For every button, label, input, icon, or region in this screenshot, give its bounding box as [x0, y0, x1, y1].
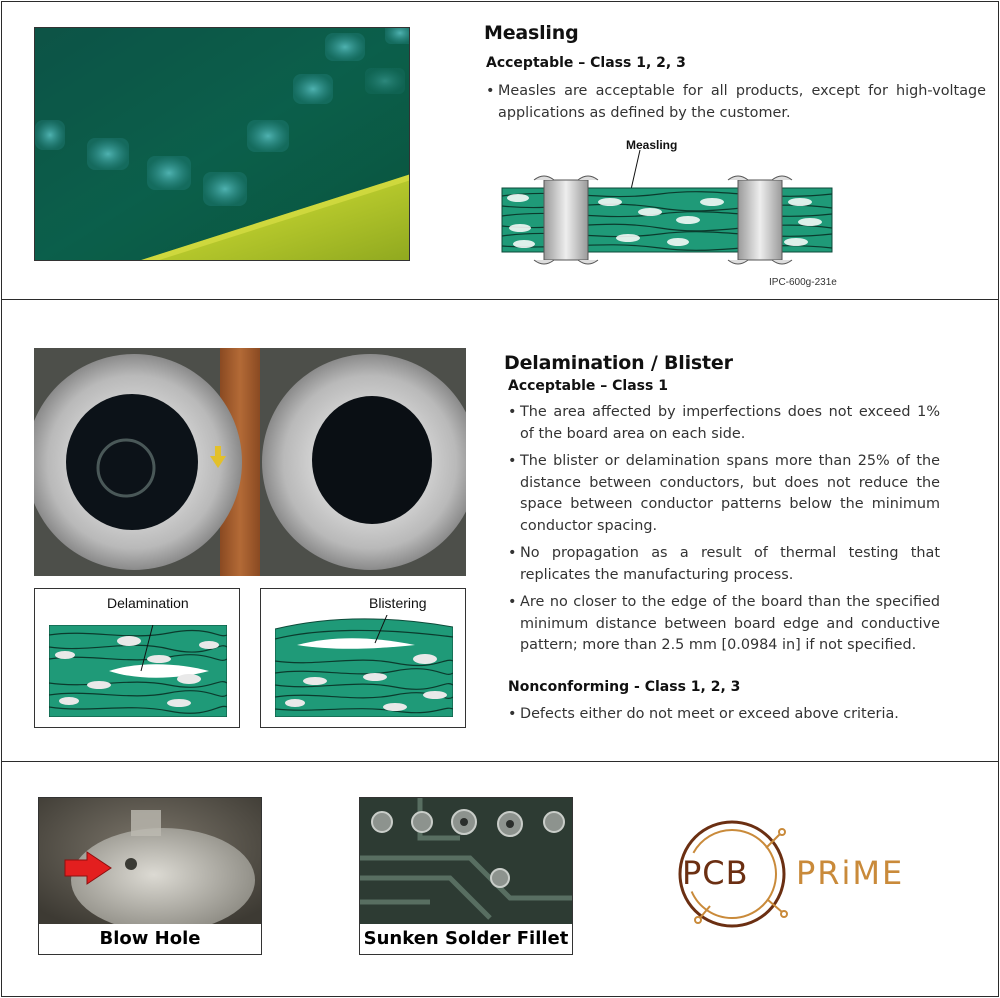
measling-diagram: [500, 150, 836, 274]
sunken-fillet-photo: [360, 798, 572, 924]
delamination-title: Delamination / Blister: [504, 352, 733, 374]
measling-title: Measling: [484, 22, 579, 44]
delamination-bullet: • The blister or delamination spans more than 25% of the distance between conductors, but does not reduce the space between conductor patterns below the minimum conductor spacing.: [508, 451, 940, 537]
pcb-prime-logo: [670, 814, 940, 934]
blistering-diagram-label: Blistering: [369, 595, 427, 611]
delamination-subtitle: Acceptable – Class 1: [508, 378, 668, 394]
delamination-bullet: • The area affected by imperfections does not exceed 1% of the board area on each side.: [508, 402, 940, 445]
delamination-diagram-box: [34, 588, 240, 728]
nonconforming-title: Nonconforming - Class 1, 2, 3: [508, 679, 741, 695]
blow-hole-caption: Blow Hole: [99, 928, 201, 949]
blow-hole-photo: [39, 798, 261, 924]
delamination-bullet: • Are no closer to the edge of the board than the specified minimum distance between board edge and conductive pattern; more than 2.5 mm [0.0984 in] if not specified.: [508, 592, 940, 657]
defects-panel: [1, 761, 999, 997]
delamination-panel: [1, 299, 999, 762]
blistering-diagram-box: [260, 588, 466, 728]
delamination-diagram-label: Delamination: [107, 595, 189, 611]
delamination-photo: [34, 348, 466, 576]
measling-diagram-ref: IPC-600g-231e: [769, 277, 837, 288]
sunken-fillet-card: [359, 797, 573, 955]
measling-diagram-label: Measling: [626, 138, 678, 152]
measling-bullets: [486, 81, 986, 130]
sunken-fillet-caption: Sunken Solder Fillet: [363, 928, 569, 949]
nonconforming-bullets: [508, 704, 940, 732]
logo-text-prime: PRiME: [796, 854, 905, 892]
nonconforming-bullet: • Defects either do not meet or exceed above criteria.: [508, 704, 940, 726]
delamination-bullet: • No propagation as a result of thermal testing that replicates the manufacturing process.: [508, 543, 940, 586]
measling-photo: [34, 27, 410, 261]
measling-panel: [1, 1, 999, 300]
blow-hole-card: [38, 797, 262, 955]
delamination-diagram: [49, 625, 227, 717]
blistering-diagram: [275, 615, 453, 717]
delamination-bullets: [508, 402, 940, 663]
measling-bullet: • Measles are acceptable for all products, except for high-voltage applications as defined by the customer.: [486, 81, 986, 124]
measling-subtitle: Acceptable – Class 1, 2, 3: [486, 55, 686, 71]
logo-text-pcb: PCB: [682, 854, 749, 892]
